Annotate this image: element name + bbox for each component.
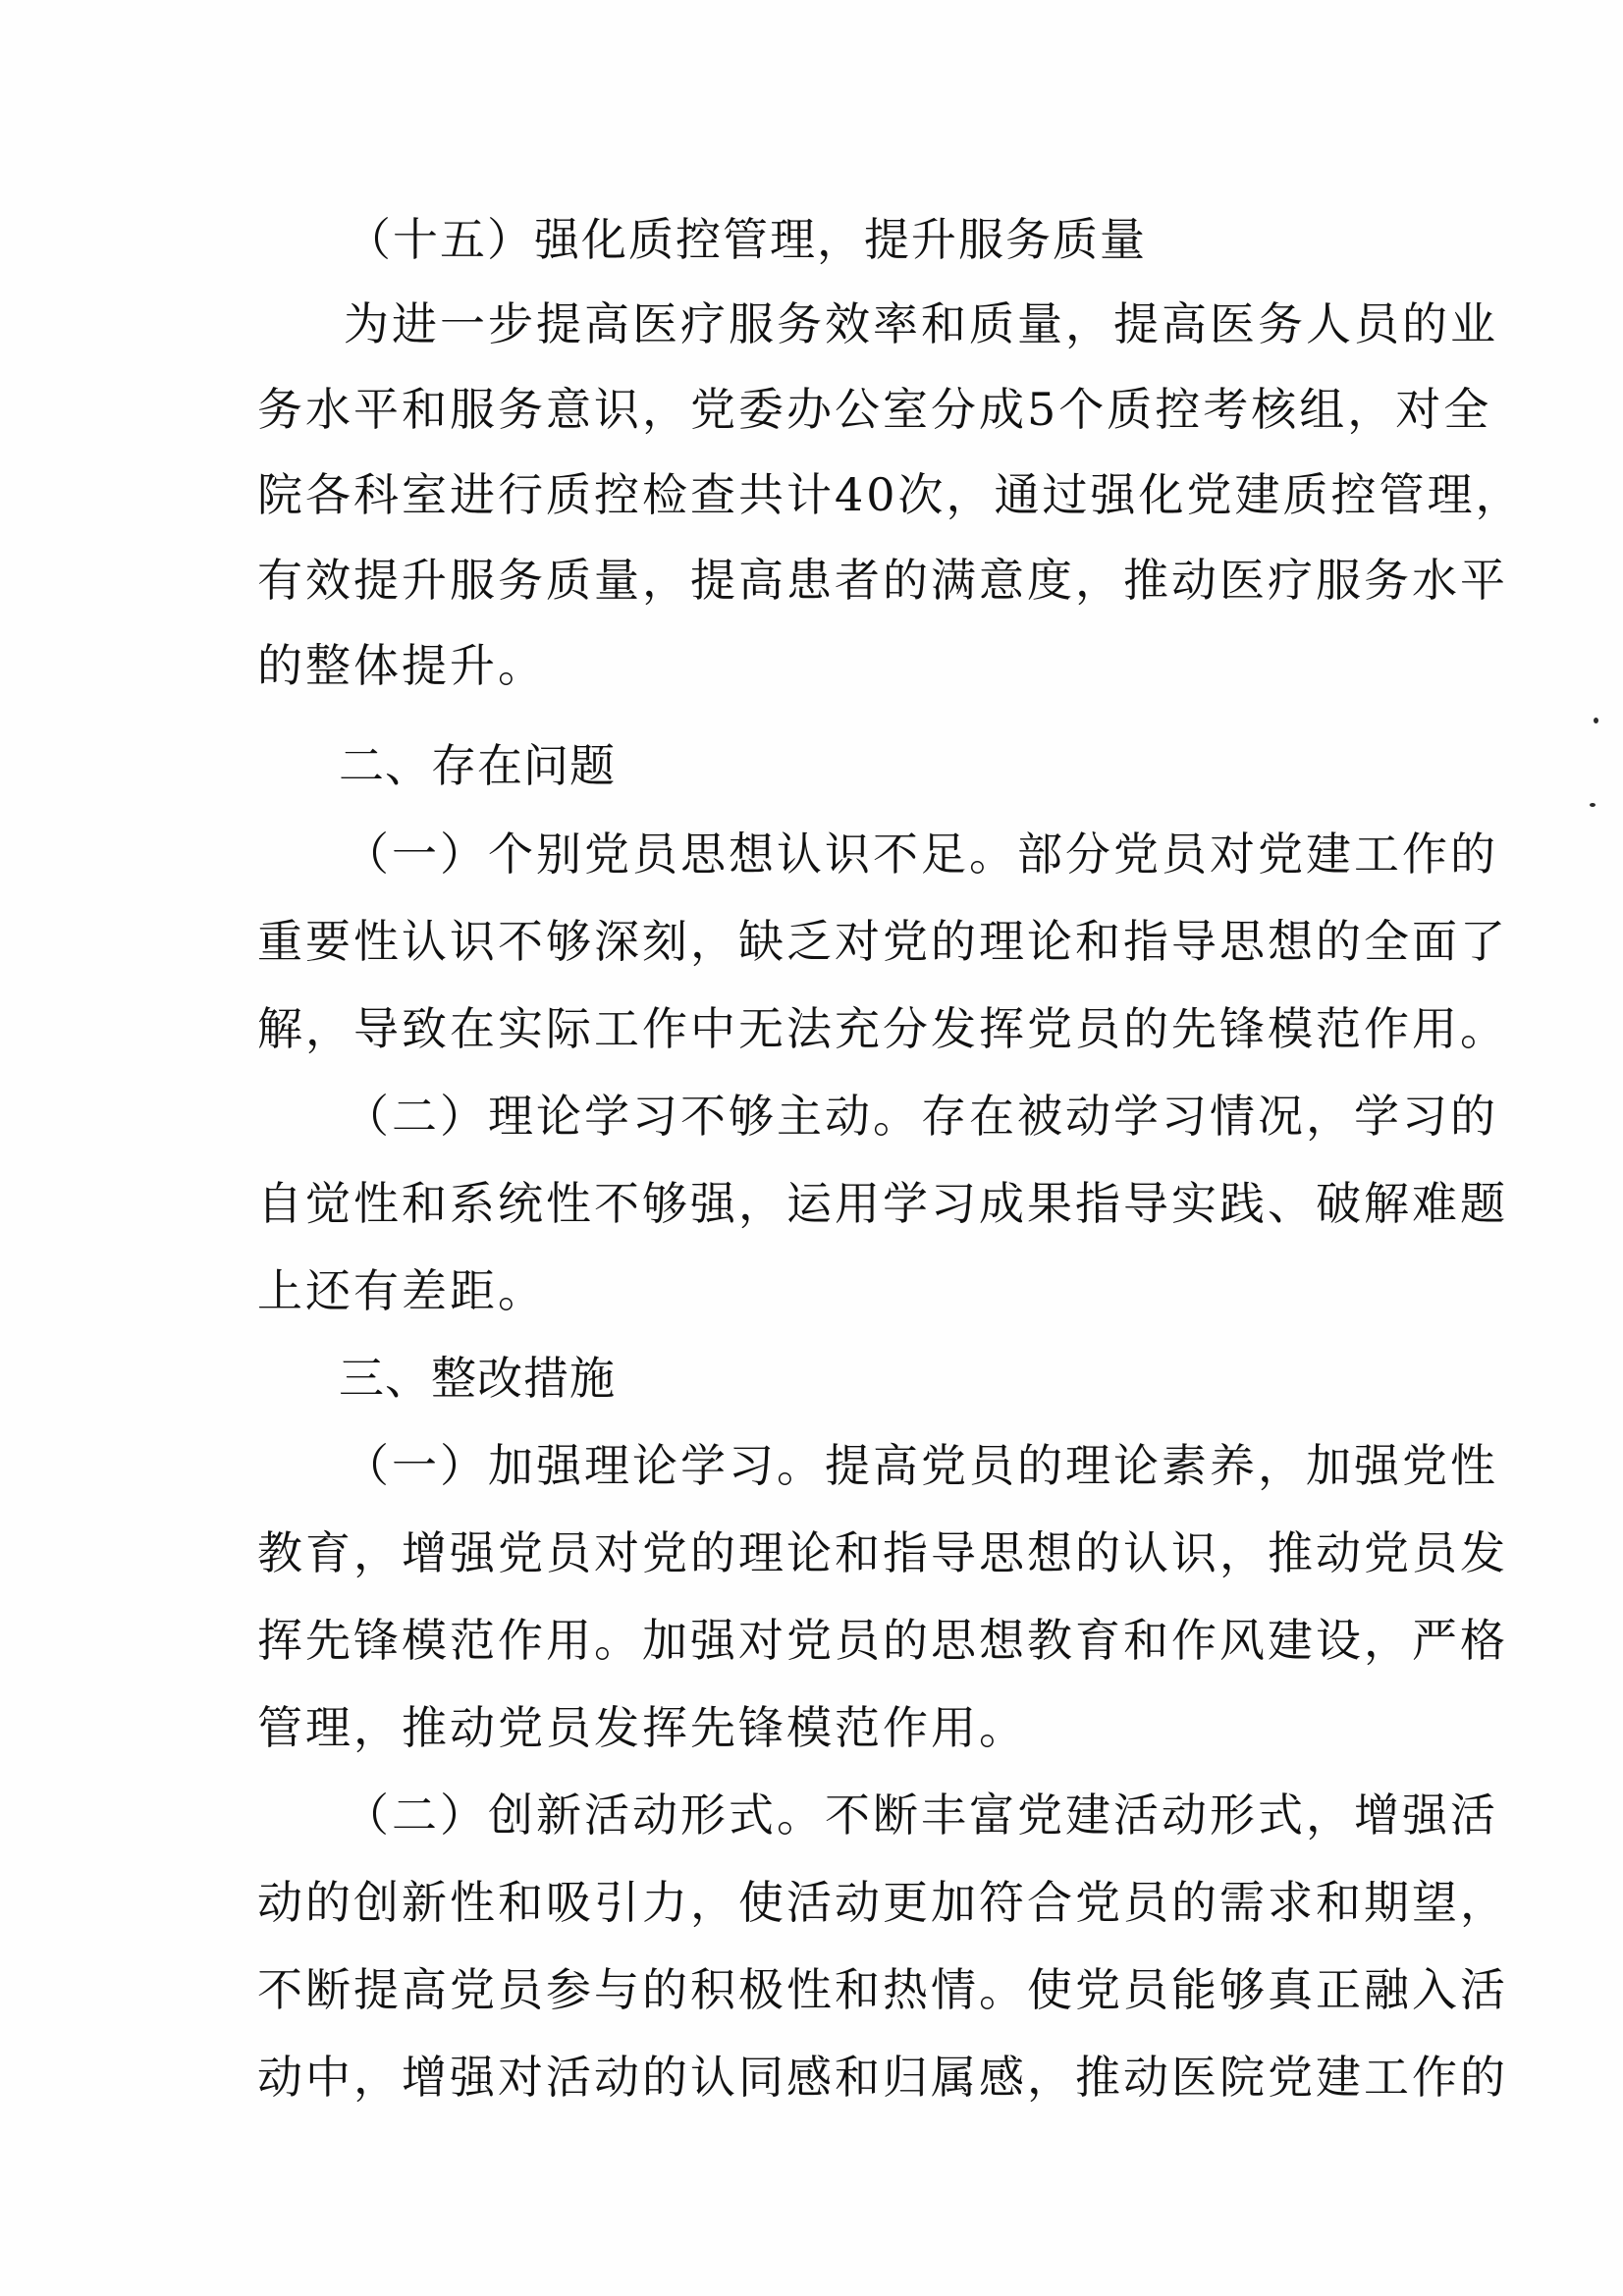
- paragraph-line: 自觉性和系统性不够强，运用学习成果指导实践、破解难题: [257, 1177, 1508, 1230]
- paragraph-line: 务水平和服务意识，党委办公室分成5个质控考核组，对全: [257, 383, 1492, 436]
- paragraph-line: 上还有差距。: [257, 1264, 546, 1317]
- paragraph-line: 有效提升服务质量，提高患者的满意度，推动医疗服务水平: [257, 554, 1508, 607]
- paragraph-line: 管理，推动党员发挥先锋模范作用。: [257, 1701, 1027, 1754]
- paragraph-line: 动中，增强对活动的认同感和归属感，推动医院党建工作的: [257, 2051, 1508, 2104]
- paragraph-line: （一）个别党员思想认识不足。部分党员对党建工作的: [344, 828, 1498, 881]
- scan-speck: [1590, 803, 1596, 807]
- paragraph-line: 动的创新性和吸引力，使活动更加符合党员的需求和期望，: [257, 1876, 1508, 1929]
- paragraph-line: 挥先锋模范作用。加强对党员的思想教育和作风建设，严格: [257, 1614, 1508, 1667]
- paragraph-line: （一）加强理论学习。提高党员的理论素养，加强党性: [344, 1439, 1498, 1492]
- section-heading-measures: 三、整改措施: [339, 1352, 616, 1405]
- paragraph-line: 的整体提升。: [257, 639, 546, 692]
- subsection-heading: （十五）强化质控管理，提升服务质量: [346, 213, 1147, 266]
- paragraph-line: （二）创新活动形式。不断丰富党建活动形式，增强活: [344, 1789, 1498, 1842]
- section-heading-problems: 二、存在问题: [339, 739, 616, 792]
- paragraph-line: 解，导致在实际工作中无法充分发挥党员的先锋模范作用。: [257, 1002, 1508, 1055]
- paragraph-line: 不断提高党员参与的积极性和热情。使党员能够真正融入活: [257, 1963, 1508, 2016]
- paragraph-line: （二）理论学习不够主动。存在被动学习情况，学习的: [344, 1090, 1498, 1143]
- scan-speck: [1594, 718, 1598, 723]
- paragraph-line: 院各科室进行质控检查共计40次，通过强化党建质控管理，: [257, 468, 1524, 521]
- paragraph-line: 教育，增强党员对党的理论和指导思想的认识，推动党员发: [257, 1526, 1508, 1579]
- paragraph-line: 重要性认识不够深刻，缺乏对党的理论和指导思想的全面了: [257, 915, 1508, 968]
- paragraph-line: 为进一步提高医疗服务效率和质量，提高医务人员的业: [344, 297, 1498, 350]
